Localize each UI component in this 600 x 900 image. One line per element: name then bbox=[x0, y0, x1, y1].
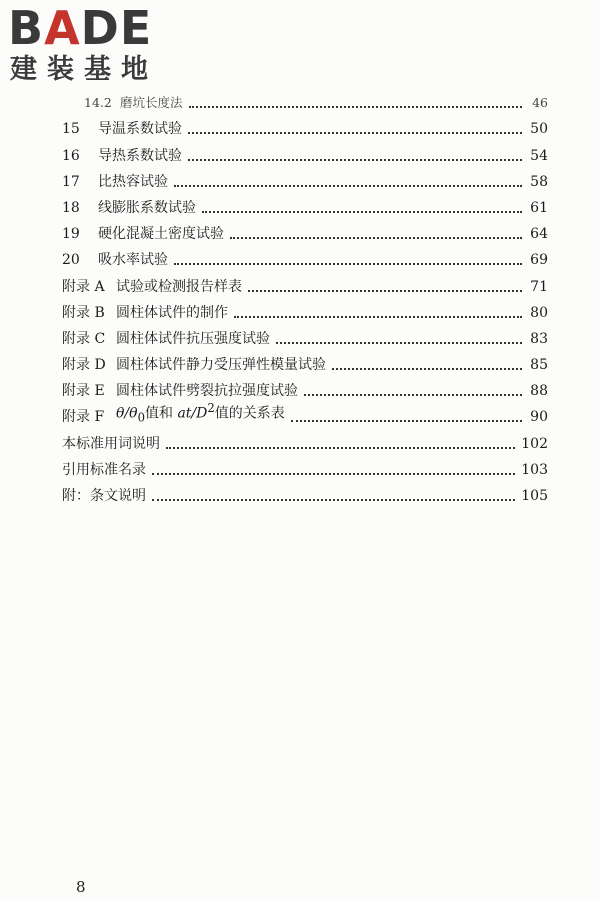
toc-entry-title: 吸水率试验 bbox=[98, 252, 168, 269]
toc-entry-title: 硬化混凝土密度试验 bbox=[98, 226, 224, 243]
toc-entry-title: 圆柱体试件抗压强度试验 bbox=[116, 330, 270, 347]
toc-entry[interactable] bbox=[62, 400, 548, 426]
dot-leader bbox=[304, 394, 522, 396]
page-number: 8 bbox=[76, 878, 86, 896]
dot-leader bbox=[166, 447, 515, 449]
toc-entry-title: 圆柱体试件静力受压弹性模量试验 bbox=[116, 357, 326, 374]
toc-entry[interactable] bbox=[62, 191, 548, 217]
toc-entry-page: 105 bbox=[521, 488, 548, 504]
dot-leader bbox=[332, 368, 522, 370]
logo-subtitle: 建装基地 bbox=[10, 54, 158, 85]
toc-entry-page: 54 bbox=[530, 147, 548, 164]
dot-leader bbox=[230, 237, 522, 239]
toc-entry-number: 19 bbox=[62, 226, 80, 243]
brand-logo bbox=[8, 2, 178, 88]
toc-entry-number: 附录 F bbox=[62, 409, 105, 426]
toc-entry[interactable] bbox=[62, 112, 548, 138]
toc-entry-title: 圆柱体试件的制作 bbox=[116, 304, 228, 321]
toc-entry[interactable] bbox=[62, 453, 548, 479]
toc-entry-number: 附录 B bbox=[62, 304, 105, 321]
toc-entry-page: 58 bbox=[530, 173, 548, 190]
dot-leader bbox=[174, 185, 522, 187]
toc-entry-title: 试验或检测报告样表 bbox=[116, 278, 242, 295]
toc-entry-number: 18 bbox=[62, 199, 80, 216]
toc-entry-page: 71 bbox=[530, 278, 548, 295]
toc-entry-number: 20 bbox=[62, 252, 80, 269]
toc-entry[interactable] bbox=[62, 243, 548, 269]
dot-leader bbox=[188, 132, 522, 134]
toc-entry-number: 16 bbox=[62, 147, 80, 164]
toc-entry-title: 比热容试验 bbox=[98, 173, 168, 190]
toc-entry-title: 本标准用词说明 bbox=[62, 435, 160, 452]
table-of-contents bbox=[62, 86, 548, 505]
dot-leader bbox=[291, 420, 522, 422]
toc-entry-title: 引用标准名录 bbox=[62, 461, 146, 478]
toc-entry[interactable] bbox=[62, 269, 548, 295]
toc-entry-page: 90 bbox=[530, 409, 548, 426]
toc-entry-title: 导热系数试验 bbox=[98, 147, 182, 164]
toc-entry-page: 85 bbox=[530, 357, 548, 374]
toc-entry[interactable] bbox=[62, 138, 548, 164]
toc-entry[interactable] bbox=[62, 374, 548, 400]
toc-entry-page: 46 bbox=[532, 95, 548, 111]
toc-entry-number: 附录 D bbox=[62, 357, 106, 374]
toc-entry-page: 83 bbox=[530, 330, 548, 347]
toc-entry-number: 15 bbox=[62, 121, 80, 138]
toc-entry[interactable] bbox=[62, 426, 548, 452]
toc-entry-page: 50 bbox=[530, 121, 548, 138]
toc-entry-title: $\theta/\theta_0$值和 $at/D^2$值的关系表 bbox=[116, 400, 285, 425]
toc-entry-page: 61 bbox=[530, 199, 548, 216]
dot-leader bbox=[189, 106, 522, 108]
dot-leader bbox=[248, 290, 522, 292]
toc-entry-page: 88 bbox=[530, 383, 548, 400]
dot-leader bbox=[276, 342, 522, 344]
toc-entry-title: 附：条文说明 bbox=[62, 488, 146, 504]
logo-wordmark: BADE bbox=[8, 1, 153, 55]
toc-entry-page: 69 bbox=[530, 252, 548, 269]
toc-entry[interactable] bbox=[62, 296, 548, 322]
dot-leader bbox=[234, 316, 522, 318]
toc-entry[interactable] bbox=[62, 479, 548, 505]
toc-entry-title: 磨坑长度法 bbox=[120, 95, 183, 111]
dot-leader bbox=[152, 499, 515, 501]
toc-entry-title: 圆柱体试件劈裂抗拉强度试验 bbox=[116, 383, 298, 400]
toc-entry-number: 附录 C bbox=[62, 330, 106, 347]
toc-entry-page: 103 bbox=[521, 461, 548, 478]
toc-entry-number: 附录 A bbox=[62, 278, 105, 295]
toc-entry-page: 102 bbox=[521, 435, 548, 452]
toc-entry[interactable] bbox=[62, 322, 548, 348]
toc-entry-page: 64 bbox=[530, 226, 548, 243]
toc-entry[interactable] bbox=[62, 165, 548, 191]
toc-entry-title: 导温系数试验 bbox=[98, 121, 182, 138]
toc-entry-number: 17 bbox=[62, 173, 80, 190]
toc-entry-number: 14.2 bbox=[84, 95, 112, 111]
toc-entry[interactable] bbox=[62, 348, 548, 374]
dot-leader bbox=[188, 159, 522, 161]
toc-entry-title: 线膨胀系数试验 bbox=[98, 199, 196, 216]
toc-entry[interactable] bbox=[62, 86, 548, 112]
toc-entry[interactable] bbox=[62, 217, 548, 243]
toc-entry-page: 80 bbox=[530, 304, 548, 321]
dot-leader bbox=[174, 263, 522, 265]
toc-entry-number: 附录 E bbox=[62, 383, 105, 400]
dot-leader bbox=[202, 211, 522, 213]
dot-leader bbox=[152, 473, 515, 475]
